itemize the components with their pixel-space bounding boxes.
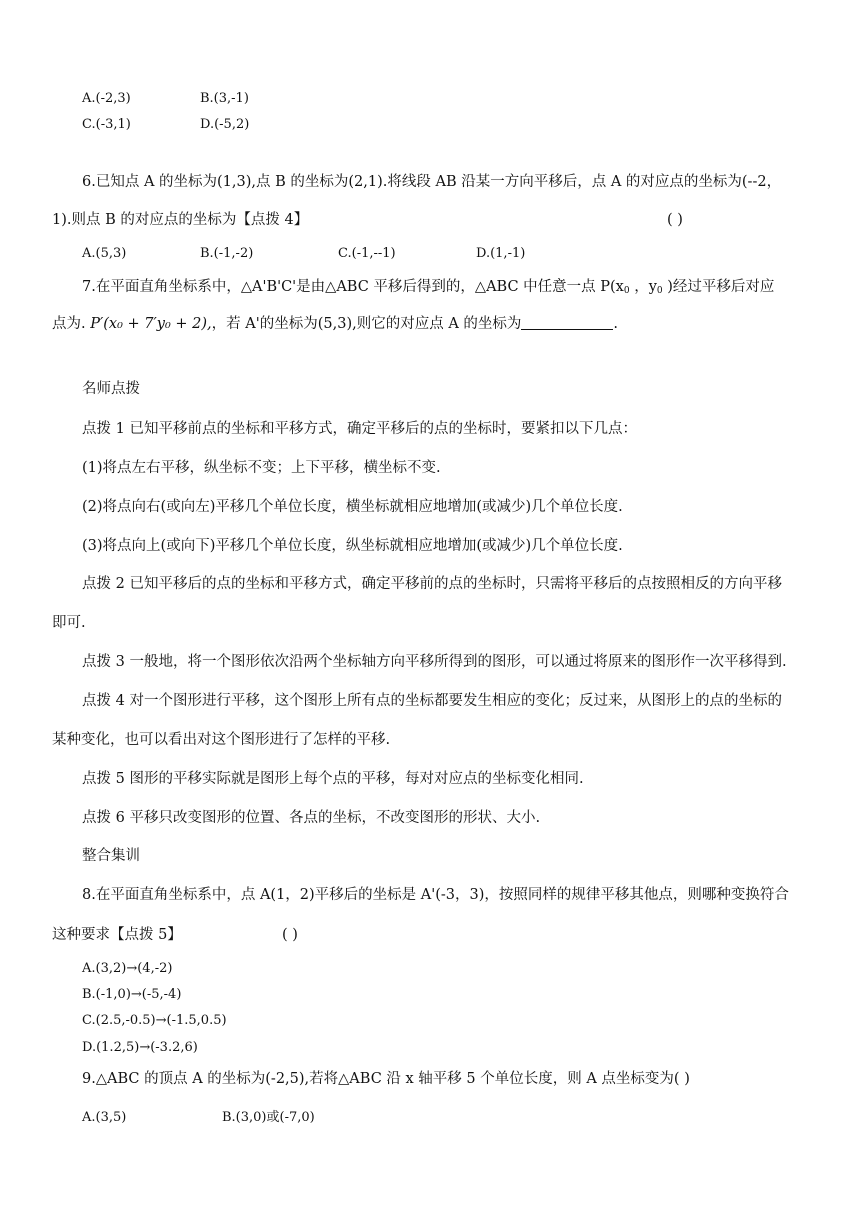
tip-1-item-3: (3)将点向上(或向下)平移几个单位长度，纵坐标就相应地增加(或减少)几个单位长度. (82, 538, 623, 554)
q8-option-a: A.(3,2)→(4,-2) (82, 961, 173, 976)
q6-answer-paren: ( ) (667, 212, 683, 228)
tip-1-item-2: (2)将点向右(或向左)平移几个单位长度，横坐标就相应地增加(或减少)几个单位长度. (82, 499, 623, 515)
tip-1-item-1: (1)将点左右平移，纵坐标不变；上下平移，横坐标不变. (82, 460, 441, 476)
q6-option-a: A.(5,3) (82, 246, 127, 261)
q5-option-d: D.(-5,2) (200, 117, 250, 132)
q7-formula: P′(x₀ + 7′y₀ + 2), (90, 316, 212, 332)
tip-2-line1: 点拨 2 已知平移后的点的坐标和平移方式，确定平移前的点的坐标时，只需将平移后的点按照相反的方向平移 (82, 576, 782, 592)
q6-option-c: C.(-1,--1) (338, 246, 396, 261)
q8-answer-paren: ( ) (282, 927, 298, 943)
tip-1: 点拨 1 已知平移前点的坐标和平移方式，确定平移后的点的坐标时，要紧扣以下几点： (82, 421, 637, 437)
q6-stem-line1: 6.已知点 A 的坐标为(1,3),点 B 的坐标为(2,1).将线段 AB 沿某一方向平移后，点 A 的对应点的坐标为(--2， (82, 174, 782, 190)
tip-4-line2: 某种变化，也可以看出对这个图形进行了怎样的平移. (52, 732, 391, 748)
q8-option-b: B.(-1,0)→(-5,-4) (82, 987, 182, 1002)
q5-option-b: B.(3,-1) (200, 91, 249, 106)
q7-answer-blank (521, 315, 613, 330)
q6-option-d: D.(1,-1) (476, 246, 526, 261)
tip-3: 点拨 3 一般地，将一个图形依次沿两个坐标轴方向平移所得到的图形，可以通过将原来的图形作一次平移得到. (82, 654, 787, 670)
q7-stem-line1: 7.在平面直角坐标系中，△A'B'C'是由△ABC 平移后得到的，△ABC 中任意一点 $P(x_0$ ，$y_0$ )经过平移后对应 (82, 279, 775, 296)
q8-stem-line1: 8.在平面直角坐标系中，点 A(1，2)平移后的坐标是 A'(-3，3)，按照同样的规律平移其他点，则哪种变换符合 (82, 887, 789, 903)
q9-option-a: A.(3,5) (82, 1110, 127, 1125)
q7-stem-line2: 点为. P′(x₀ + 7′y₀ + 2),，若 A'的坐标为(5,3),则它的对应点 A 的坐标为 . (52, 316, 619, 332)
tips-heading: 名师点拨 (82, 381, 140, 397)
tip-5: 点拨 5 图形的平移实际就是图形上每个点的平移，每对对应点的坐标变化相同. (82, 771, 584, 787)
tip-2-line2: 即可. (52, 615, 86, 631)
tip-6: 点拨 6 平移只改变图形的位置、各点的坐标，不改变图形的形状、大小. (82, 810, 541, 826)
q6-stem-line2: 1).则点 B 的对应点的坐标为【点拨 4】 (52, 212, 309, 228)
q9-option-b: B.(3,0)或(-7,0) (222, 1110, 315, 1125)
q5-option-c: C.(-3,1) (82, 117, 131, 132)
q8-option-d: D.(1.2,5)→(-3.2,6) (82, 1040, 198, 1055)
tip-4-line1: 点拨 4 对一个图形进行平移，这个图形上所有点的坐标都要发生相应的变化；反过来，从图形上的点的坐标的 (82, 693, 782, 709)
q8-stem-line2: 这种要求【点拨 5】 (52, 927, 182, 943)
q6-option-b: B.(-1,-2) (200, 246, 254, 261)
q9-stem: 9.△ABC 的顶点 A 的坐标为(-2,5),若将△ABC 沿 x 轴平移 5 个单位长度，则 A 点坐标变为( ) (82, 1071, 690, 1087)
q5-option-a: A.(-2,3) (82, 91, 131, 106)
q8-option-c: C.(2.5,-0.5)→(-1.5,0.5) (82, 1013, 227, 1028)
section-heading: 整合集训 (82, 848, 140, 864)
